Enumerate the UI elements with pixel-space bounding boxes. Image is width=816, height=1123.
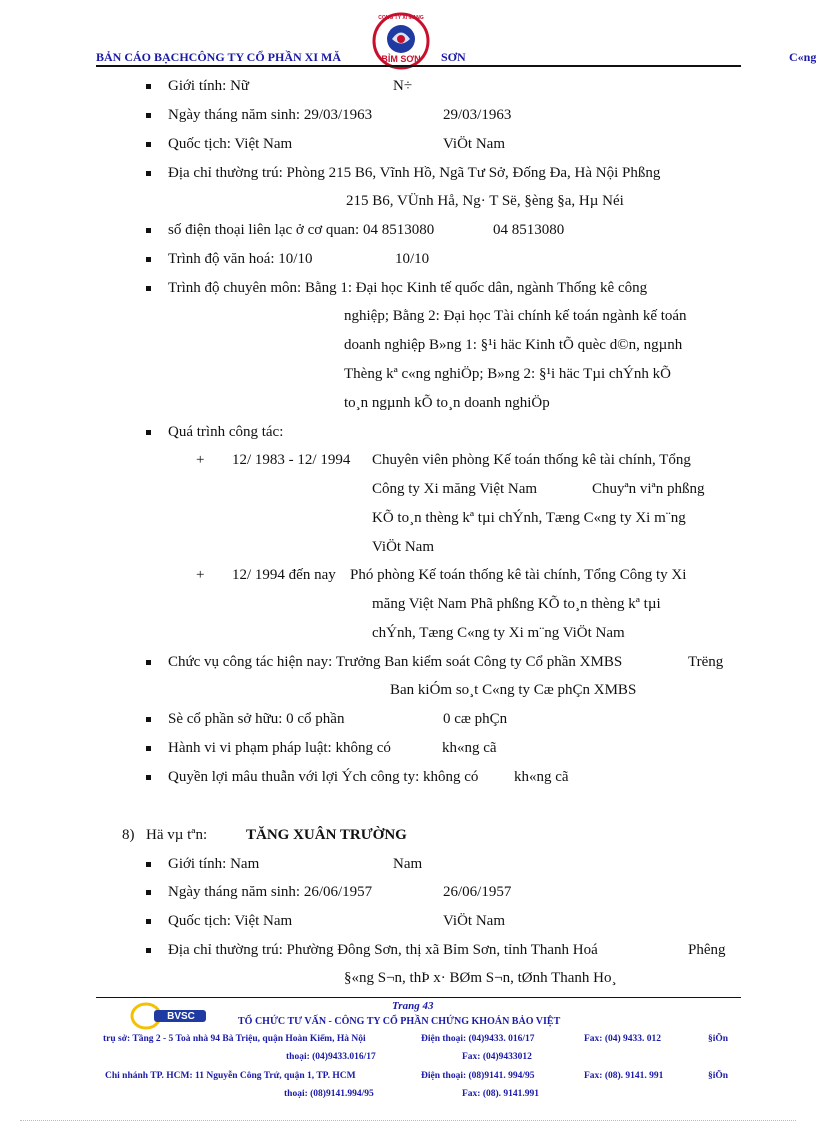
violation-dup: kh«ng cã — [442, 740, 497, 756]
nationality: Quốc tịch: Việt Nam — [168, 136, 293, 152]
bullet — [146, 84, 151, 89]
position-line-1b: Trëng — [688, 654, 724, 670]
dob: Ngày tháng năm sinh: 26/06/1957 — [168, 884, 373, 900]
hq-phone-2: thoại: (04)9433.016/17 — [286, 1052, 376, 1062]
header-rule — [96, 65, 741, 67]
gender-dup: N÷ — [393, 78, 413, 94]
section-number: 8) — [122, 827, 135, 843]
culture-level: Trình độ văn hoá: 10/10 — [168, 251, 313, 267]
branch-extra: §iÖn — [708, 1071, 729, 1081]
dob: Ngày tháng năm sinh: 29/03/1963 — [168, 107, 373, 123]
branch-phone-2: thoại: (08)9141.994/95 — [284, 1089, 374, 1099]
branch-fax: Fax: (08). 9141. 991 — [584, 1071, 664, 1081]
conflict-of-interest: Quyền lợi mâu thuẫn với lợi Ých công ty: không có — [168, 769, 479, 785]
nationality: Quốc tịch: Việt Nam — [168, 913, 293, 929]
shares: Sè cổ phần sở hữu: 0 cổ phần — [168, 711, 345, 727]
hq-address: trụ sở: Tầng 2 - 5 Toà nhà 94 Bà Triệu, quận Hoàn Kiếm, Hà Nội — [103, 1034, 366, 1044]
profession-line-4: Thèng kª c«ng nghiÖp; B»ng 2: §¹i häc Tµi chÝnh kÕ — [344, 366, 671, 382]
bullet — [146, 113, 151, 118]
work-2-line-2: măng Việt Nam Phã phßng KÕ to¸n thèng kª tµi — [372, 596, 661, 612]
profession-line-3: doanh nghiệp B»ng 1: §¹i häc Kinh tÕ quèc d©n, ngµnh — [344, 337, 683, 353]
header-right-word: C«ng — [789, 50, 816, 64]
page-number: Trang 43 — [392, 1000, 434, 1012]
work-history-label: Quá trình công tác: — [168, 424, 284, 440]
bullet — [146, 746, 151, 751]
bullet — [146, 430, 151, 435]
conflict-dup: kh«ng cã — [514, 769, 569, 785]
company-logo — [372, 12, 430, 70]
shares-dup: 0 cæ phÇn — [443, 711, 508, 727]
bvsc-logo-text: BVSC — [167, 1011, 195, 1022]
address-line-2: 215 B6, VÜnh Hå, Ng· T Së, §èng §a, Hµ Néi — [346, 193, 624, 209]
work-1-line-4: ViÖt Nam — [372, 539, 435, 555]
branch-phone: Điện thoại: (08)9141. 994/95 — [421, 1071, 535, 1081]
address-line-1: Địa chỉ thường trú: Phường Đông Sơn, thị xã Bỉm Sơn, tỉnh Thanh Hoá — [168, 942, 598, 958]
bullet — [146, 286, 151, 291]
dob-dup: 26/06/1957 — [443, 884, 512, 900]
address-line-2: §«ng S¬n, thÞ x· BØm S¬n, tØnh Thanh Ho¸ — [344, 970, 617, 986]
profession-line-5: to¸n ngµnh kÕ to¸n doanh nghiÖp — [344, 395, 550, 411]
hq-fax-2: Fax: (04)9433012 — [462, 1052, 532, 1062]
person-name: TĂNG XUÂN TRƯỜNG — [246, 827, 407, 843]
bullet — [146, 660, 151, 665]
plus-marker: + — [196, 567, 205, 583]
work-1-line-1: Chuyên viên phòng Kế toán thống kê tài chính, Tổng — [372, 452, 691, 468]
bullet — [146, 142, 151, 147]
header-title: BẢN CÁO BẠCHCÔNG TY CỔ PHẦN XI MĂ — [96, 50, 342, 64]
plus-marker: + — [196, 452, 205, 468]
bullet — [146, 862, 151, 867]
bullet — [146, 717, 151, 722]
header-title-end: SƠN — [441, 50, 466, 64]
work-2-line-3: chÝnh, Tæng C«ng ty Xi m¨ng ViÖt Nam — [372, 625, 625, 641]
work-2-date: 12/ 1994 đến nay — [232, 567, 336, 583]
bvsc-logo — [130, 1002, 208, 1030]
work-1-line-2b: Chuyªn viªn phßng — [592, 481, 705, 497]
advisor-org: TỔ CHỨC TƯ VẤN - CÔNG TY CỔ PHẦN CHỨNG KHOÁN BẢO VIỆT — [238, 1016, 561, 1027]
bullet — [146, 919, 151, 924]
hq-phone: Điện thoại: (04)9433. 016/17 — [421, 1034, 535, 1044]
address-line-1b: Phêng — [688, 942, 726, 958]
name-label: Hä vµ tªn: — [146, 827, 208, 843]
logo-text: BỈM SƠN — [381, 54, 421, 64]
bullet — [146, 228, 151, 233]
logo-arc-text: CÔNG TY XI MĂNG — [378, 15, 424, 21]
bullet — [146, 890, 151, 895]
address-line-1: Địa chỉ thường trú: Phòng 215 B6, Vĩnh Hồ, Ngã Tư Sở, Đống Đa, Hà Nội Phßng — [168, 165, 661, 181]
dob-dup: 29/03/1963 — [443, 107, 512, 123]
bullet — [146, 171, 151, 176]
work-1-date: 12/ 1983 - 12/ 1994 — [232, 452, 351, 468]
phone-dup: 04 8513080 — [493, 222, 565, 238]
page-bottom-dots — [20, 1120, 796, 1121]
culture-level-dup: 10/10 — [395, 251, 430, 267]
position-line-1: Chức vụ công tác hiện nay: Trưởng Ban kiểm soát Công ty Cổ phần XMBS — [168, 654, 623, 670]
hq-extra: §iÖn — [708, 1034, 729, 1044]
phone: số điện thoại liên lạc ở cơ quan: 04 8513080 — [168, 222, 435, 238]
branch-fax-2: Fax: (08). 9141.991 — [462, 1089, 540, 1099]
hq-fax: Fax: (04) 9433. 012 — [584, 1034, 662, 1044]
footer-rule — [96, 997, 741, 998]
gender-dup: Nam — [393, 856, 423, 872]
position-line-2: Ban kiÓm so¸t C«ng ty Cæ phÇn XMBS — [390, 682, 637, 698]
violation: Hành vi vi phạm pháp luật: không có — [168, 740, 391, 756]
nationality-dup: ViÖt Nam — [443, 913, 506, 929]
branch-address: Chi nhánh TP. HCM: 11 Nguyễn Công Trứ, quận 1, TP. HCM — [105, 1071, 356, 1081]
gender: Giới tính: Nam — [168, 856, 260, 872]
profession-line-2: nghiệp; Bằng 2: Đại học Tài chính kế toán ngành kế toán — [344, 308, 687, 324]
gender: Giới tính: Nữ — [168, 78, 250, 94]
bullet — [146, 775, 151, 780]
nationality-dup: ViÖt Nam — [443, 136, 506, 152]
work-1-line-2: Công ty Xi măng Việt Nam — [372, 481, 538, 497]
bullet — [146, 948, 151, 953]
profession-line-1: Trình độ chuyên môn: Bằng 1: Đại học Kinh tế quốc dân, ngành Thống kê công — [168, 280, 648, 296]
work-1-line-3: KÕ to¸n thèng kª tµi chÝnh, Tæng C«ng ty Xi m¨ng — [372, 510, 686, 526]
work-2-line-1: Phó phòng Kế toán thống kê tài chính, Tổng Công ty Xi — [350, 567, 687, 583]
bullet — [146, 257, 151, 262]
